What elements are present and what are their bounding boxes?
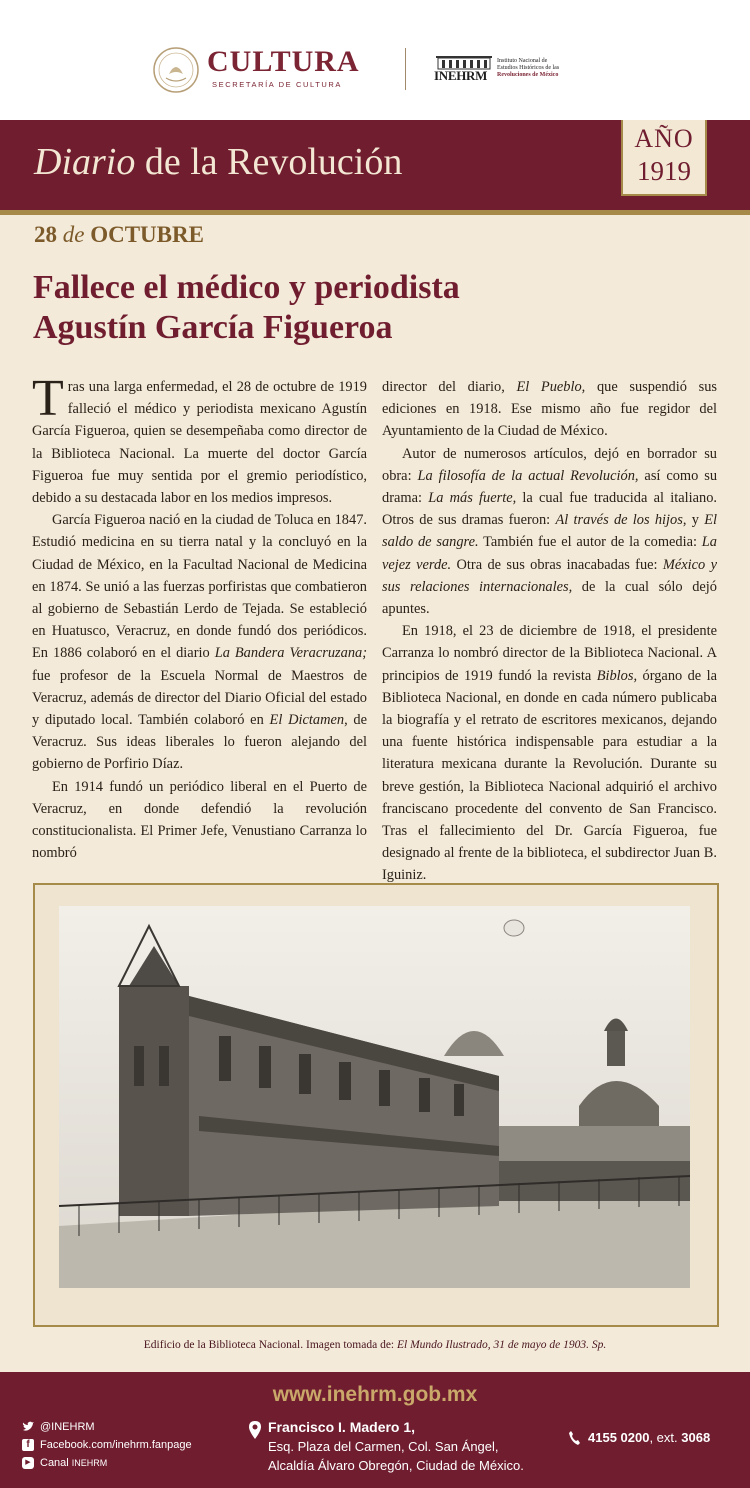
paragraph-italic: El Pueblo,	[516, 379, 586, 395]
biblioteca-nacional-photo	[59, 906, 690, 1288]
cultura-subtitle: SECRETARÍA DE CULTURA	[212, 80, 343, 89]
paragraph	[382, 620, 717, 886]
inehrm-line: Instituto Nacional de	[497, 58, 548, 64]
paragraph-italic: La más fuerte,	[428, 490, 517, 507]
inehrm-full-name	[497, 58, 587, 79]
facebook-icon: f	[22, 1439, 34, 1451]
paragraph-italic: La Bandera Veracruzana;	[214, 645, 367, 662]
youtube-icon: ▶	[22, 1457, 34, 1469]
series-title-rest: de la Revolución	[135, 141, 403, 183]
year-label: AÑO	[634, 124, 694, 153]
top-header	[0, 0, 750, 120]
paragraph-text: la cual fue traducida al italiano. Otros de sus dramas fueron:	[382, 490, 717, 529]
website-link[interactable]: www.inehrm.gob.mx	[272, 1383, 478, 1406]
date-month: OCTUBRE	[90, 222, 204, 247]
header-divider	[405, 48, 406, 90]
series-title	[34, 140, 402, 184]
phone-ext: 3068	[681, 1430, 711, 1445]
phone-main: 4155 0200	[588, 1430, 650, 1445]
paragraph-italic: México y sus relaciones internacionales,	[382, 556, 717, 595]
paragraph	[32, 776, 367, 865]
paragraph	[32, 370, 367, 509]
seal-icon	[152, 46, 200, 94]
paragraph-text: que suspendió sus ediciones en 1918. Ese mismo año fue regidor del Ayuntamiento de la Ciudad de México.	[382, 379, 717, 440]
headline-line: Fallece el médico y periodista	[33, 269, 460, 306]
article-headline	[33, 268, 633, 348]
twitter-link[interactable]	[22, 1421, 95, 1433]
phone-icon	[568, 1430, 581, 1446]
youtube-link[interactable]	[22, 1457, 107, 1469]
paragraph-text: Otra de sus obras inacabadas fue:	[451, 556, 663, 573]
paragraph-text: fue profesor de la Escuela Normal de Maestros de Veracruz, además de director del Diario Oficial del estado y diputado local. También colaboró en	[32, 667, 367, 729]
date-day: 28	[34, 222, 57, 247]
paragraph-text: ras una larga enfermedad, el 28 de octubre de 1919 falleció el médico y periodista mexicano Agustín García Figueroa, quien se desempeñaba como director de la Biblioteca Nacional. La muerte del doctor García Figueroa fue muy sentida por el gremio periodístico, debido a su destacada labor en los medios impresos.	[32, 379, 367, 507]
youtube-label: Canal	[40, 1457, 69, 1469]
series-title-italic: Diario	[34, 141, 136, 183]
gold-rule	[0, 210, 750, 215]
paragraph-italic: La filosofía de la actual Revolución,	[417, 467, 639, 484]
date-de: de	[62, 222, 85, 247]
paragraph-text: En 1918, el 23 de diciembre de 1918, el presidente Carranza lo nombró director de la Biblioteca Nacional. A principios de 1919 fundó la revista	[382, 623, 717, 684]
paragraph-text: , de Veracruz. Sus ideas liberales lo fueron alejando del gobierno de Porfirio Díaz.	[32, 712, 368, 773]
paragraph-text: En 1914 fundó un periódico liberal en el Puerto de Veracruz, en donde defendió la revolución constitucionalista. El Primer Jefe, Venustiano Carranza lo nombró	[32, 778, 367, 862]
paragraph-text: órgano de la Biblioteca Nacional, en donde en cada número publicaba la biografía y el retrato de escritores mexicanos, dejando una fuente histórica indispensable para estudiar a la literatura mexicana durante la Revolución. Durante su breve gestión, la Biblioteca Nacional adquirió el archivo franciscano procedente del convento de San Francisco. Tras el fallecimiento del Dr. García Figueroa, fue designado al frente de la biblioteca, el subdirector Juan B. Iguiniz.	[382, 667, 717, 884]
paragraph-text: García Figueroa nació en la ciudad de Toluca en 1847. Estudió medicina en su tierra natal y la concluyó en la Ciudad de México, en la Facultad Nacional de Medicina en 1874. Se unió a las fuerzas porfiristas que combatieron al gobierno de Sebastián Lerdo de Tejada. Se estableció en Huatusco, Veracruz, en donde fundó dos periódicos. En 1886 colaboró en el diario	[32, 512, 367, 662]
twitter-handle: @INEHRM	[40, 1421, 95, 1433]
address-line: Esq. Plaza del Carmen, Col. San Ángel,	[268, 1439, 499, 1454]
cultura-logo-text: CULTURA	[207, 45, 360, 78]
address-street: Francisco I. Madero 1,	[268, 1419, 416, 1435]
location-pin-icon	[248, 1421, 262, 1439]
year-box	[621, 120, 707, 196]
paragraph	[382, 376, 717, 443]
paragraph-italic: El Dictamen	[269, 712, 345, 729]
drop-cap: T	[32, 370, 64, 427]
inehrm-logo-text: INEHRM	[434, 68, 488, 83]
paragraph-text: de la cual sólo dejó apuntes.	[382, 578, 717, 618]
youtube-channel: INEHRM	[71, 1458, 108, 1468]
article-column-left	[32, 370, 368, 864]
paragraph-text: Autor de numerosos artículos, dejó en borrador su obra:	[382, 445, 717, 484]
facebook-link[interactable]	[22, 1439, 192, 1451]
caption-text: Edificio de la Biblioteca Nacional. Imagen tomada de:	[143, 1339, 397, 1351]
paragraph-italic: Al través de los hijos	[555, 512, 683, 529]
address	[268, 1418, 524, 1475]
paragraph-italic: El saldo de sangre.	[382, 512, 717, 551]
paragraph-text: así como su drama:	[382, 467, 718, 507]
caption-source: El Mundo Ilustrado, 31 de mayo de 1903. Sp.	[397, 1339, 607, 1351]
address-line: Alcaldía Álvaro Obregón, Ciudad de México.	[268, 1458, 524, 1473]
inehrm-line: Revoluciones de México	[497, 72, 559, 78]
twitter-icon	[22, 1421, 34, 1433]
photo-caption	[0, 1339, 750, 1351]
paragraph	[32, 509, 367, 775]
article-column-right	[382, 376, 717, 887]
paragraph-text: director del diario,	[382, 379, 517, 395]
inehrm-line: Estudios Históricos de las	[497, 65, 560, 71]
paragraph-italic: Biblos,	[596, 667, 638, 684]
phone-ext-label: , ext.	[649, 1430, 682, 1445]
paragraph	[382, 443, 717, 621]
headline-line: Agustín García Figueroa	[33, 309, 393, 346]
year-value: 1919	[637, 156, 691, 186]
paragraph-italic: La vejez verde.	[382, 534, 717, 573]
article-date	[34, 222, 204, 248]
facebook-url: Facebook.com/inehrm.fanpage	[40, 1439, 192, 1451]
paragraph-text: , y	[682, 512, 705, 529]
paragraph-text: También fue el autor de la comedia:	[478, 534, 702, 551]
phone-number[interactable]	[588, 1430, 710, 1445]
